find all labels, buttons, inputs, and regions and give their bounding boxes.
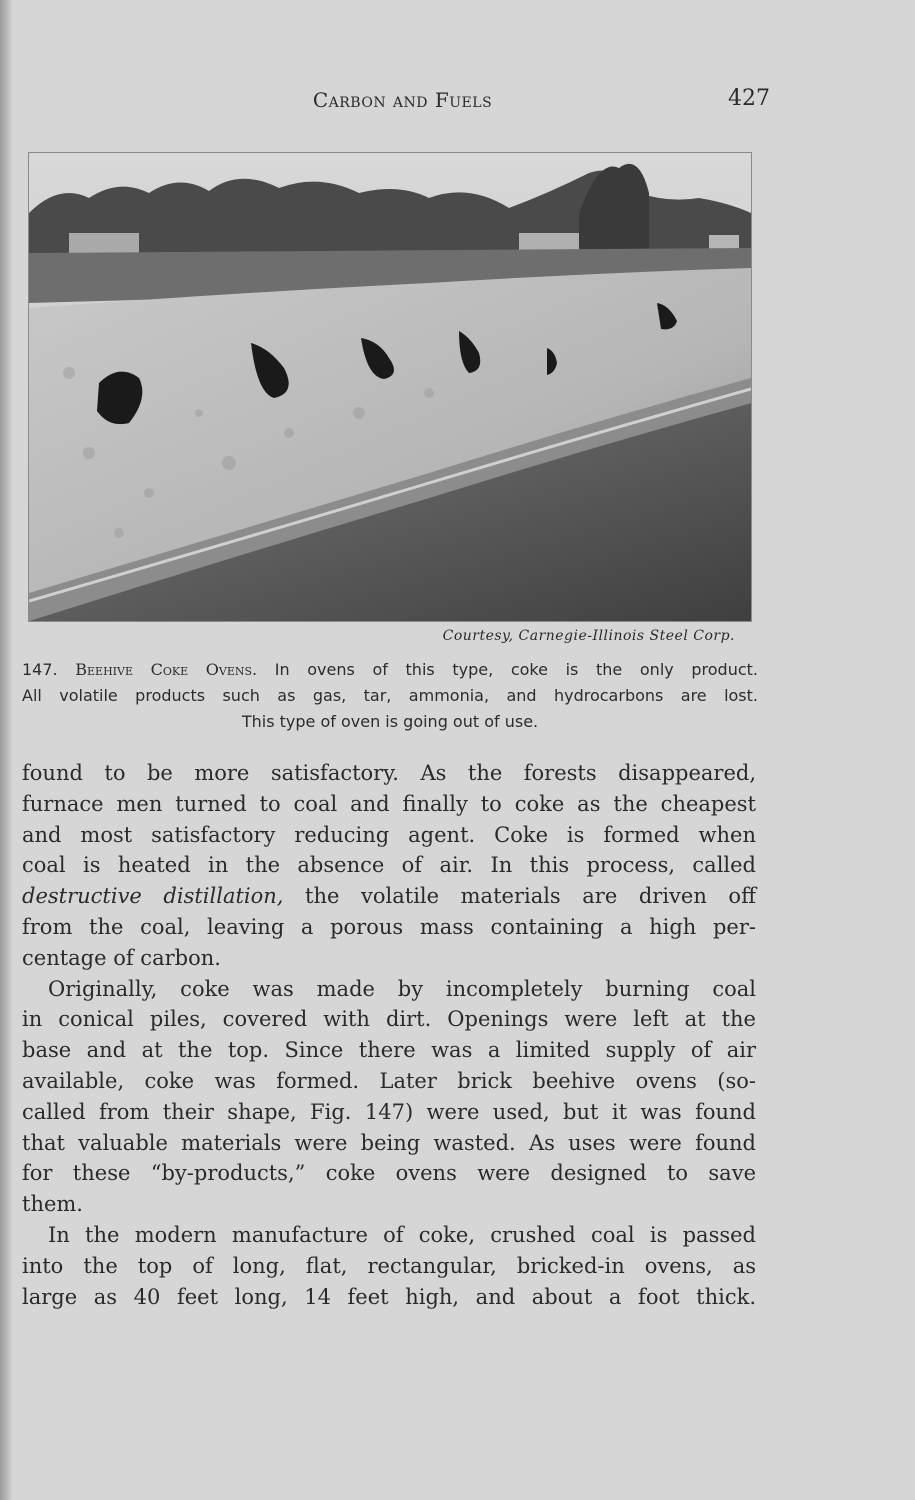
text-line: available, coke was formed. Later brick beehive ovens (so- bbox=[22, 1068, 756, 1093]
text-line: called from their shape, Fig. 147) were used, but it was found bbox=[22, 1099, 756, 1124]
caption-line-3: This type of oven is going out of use. bbox=[241, 712, 539, 731]
paragraph-2 bbox=[22, 974, 756, 1220]
caption-line-1 bbox=[22, 657, 758, 683]
body-text bbox=[22, 758, 756, 1312]
text-line bbox=[22, 881, 756, 912]
caption-line-2: All volatile products such as gas, tar, ammonia, and hydrocarbons are lost. bbox=[22, 686, 758, 705]
caption-number: 147. bbox=[22, 660, 58, 679]
text-line: them. bbox=[22, 1192, 83, 1217]
text-line: from the coal, leaving a porous mass containing a high per- bbox=[22, 914, 756, 939]
text-line: that valuable materials were being wasted. As uses were found bbox=[22, 1130, 756, 1155]
text-line: for these “by-products,” coke ovens were designed to save bbox=[22, 1161, 756, 1186]
italic-term: destructive distillation, bbox=[22, 884, 284, 909]
caption-text: In ovens of this type, coke is the only product. bbox=[274, 660, 758, 679]
photo-house bbox=[519, 233, 579, 251]
text-line: furnace men turned to coal and finally to coke as the cheapest bbox=[22, 791, 756, 816]
photo-credit: Courtesy, Carnegie-Illinois Steel Corp. bbox=[442, 628, 735, 644]
text-line: coal is heated in the absence of air. In this process, called bbox=[22, 853, 756, 878]
paragraph-1 bbox=[22, 758, 756, 974]
text-line-rest: the volatile materials are driven off bbox=[283, 884, 756, 909]
caption-title: Beehive Coke Ovens. bbox=[75, 660, 258, 679]
text-line: centage of carbon. bbox=[22, 945, 221, 970]
figure-caption bbox=[22, 657, 758, 735]
page-binding-shadow bbox=[0, 0, 12, 1500]
photo-house bbox=[69, 233, 139, 255]
text-line: and most satisfactory reducing agent. Coke is formed when bbox=[22, 822, 756, 847]
text-line: large as 40 feet long, 14 feet high, and about a foot thick. bbox=[22, 1284, 756, 1309]
text-line: base and at the top. Since there was a limited supply of air bbox=[22, 1038, 756, 1063]
text-line: in conical piles, covered with dirt. Openings were left at the bbox=[22, 1007, 756, 1032]
text-line: found to be more satisfactory. As the forests disappeared, bbox=[22, 761, 756, 785]
running-header-title: Carbon and Fuels bbox=[312, 88, 493, 112]
text-line: In the modern manufacture of coke, crushed coal is passed bbox=[48, 1222, 756, 1247]
coke-ovens-photograph bbox=[28, 152, 752, 622]
text-line: into the top of long, flat, rectangular, bricked-in ovens, as bbox=[22, 1253, 756, 1278]
paragraph-3 bbox=[22, 1220, 756, 1312]
page-number: 427 bbox=[728, 86, 770, 111]
text-line: Originally, coke was made by incompletely burning coal bbox=[48, 976, 756, 1001]
